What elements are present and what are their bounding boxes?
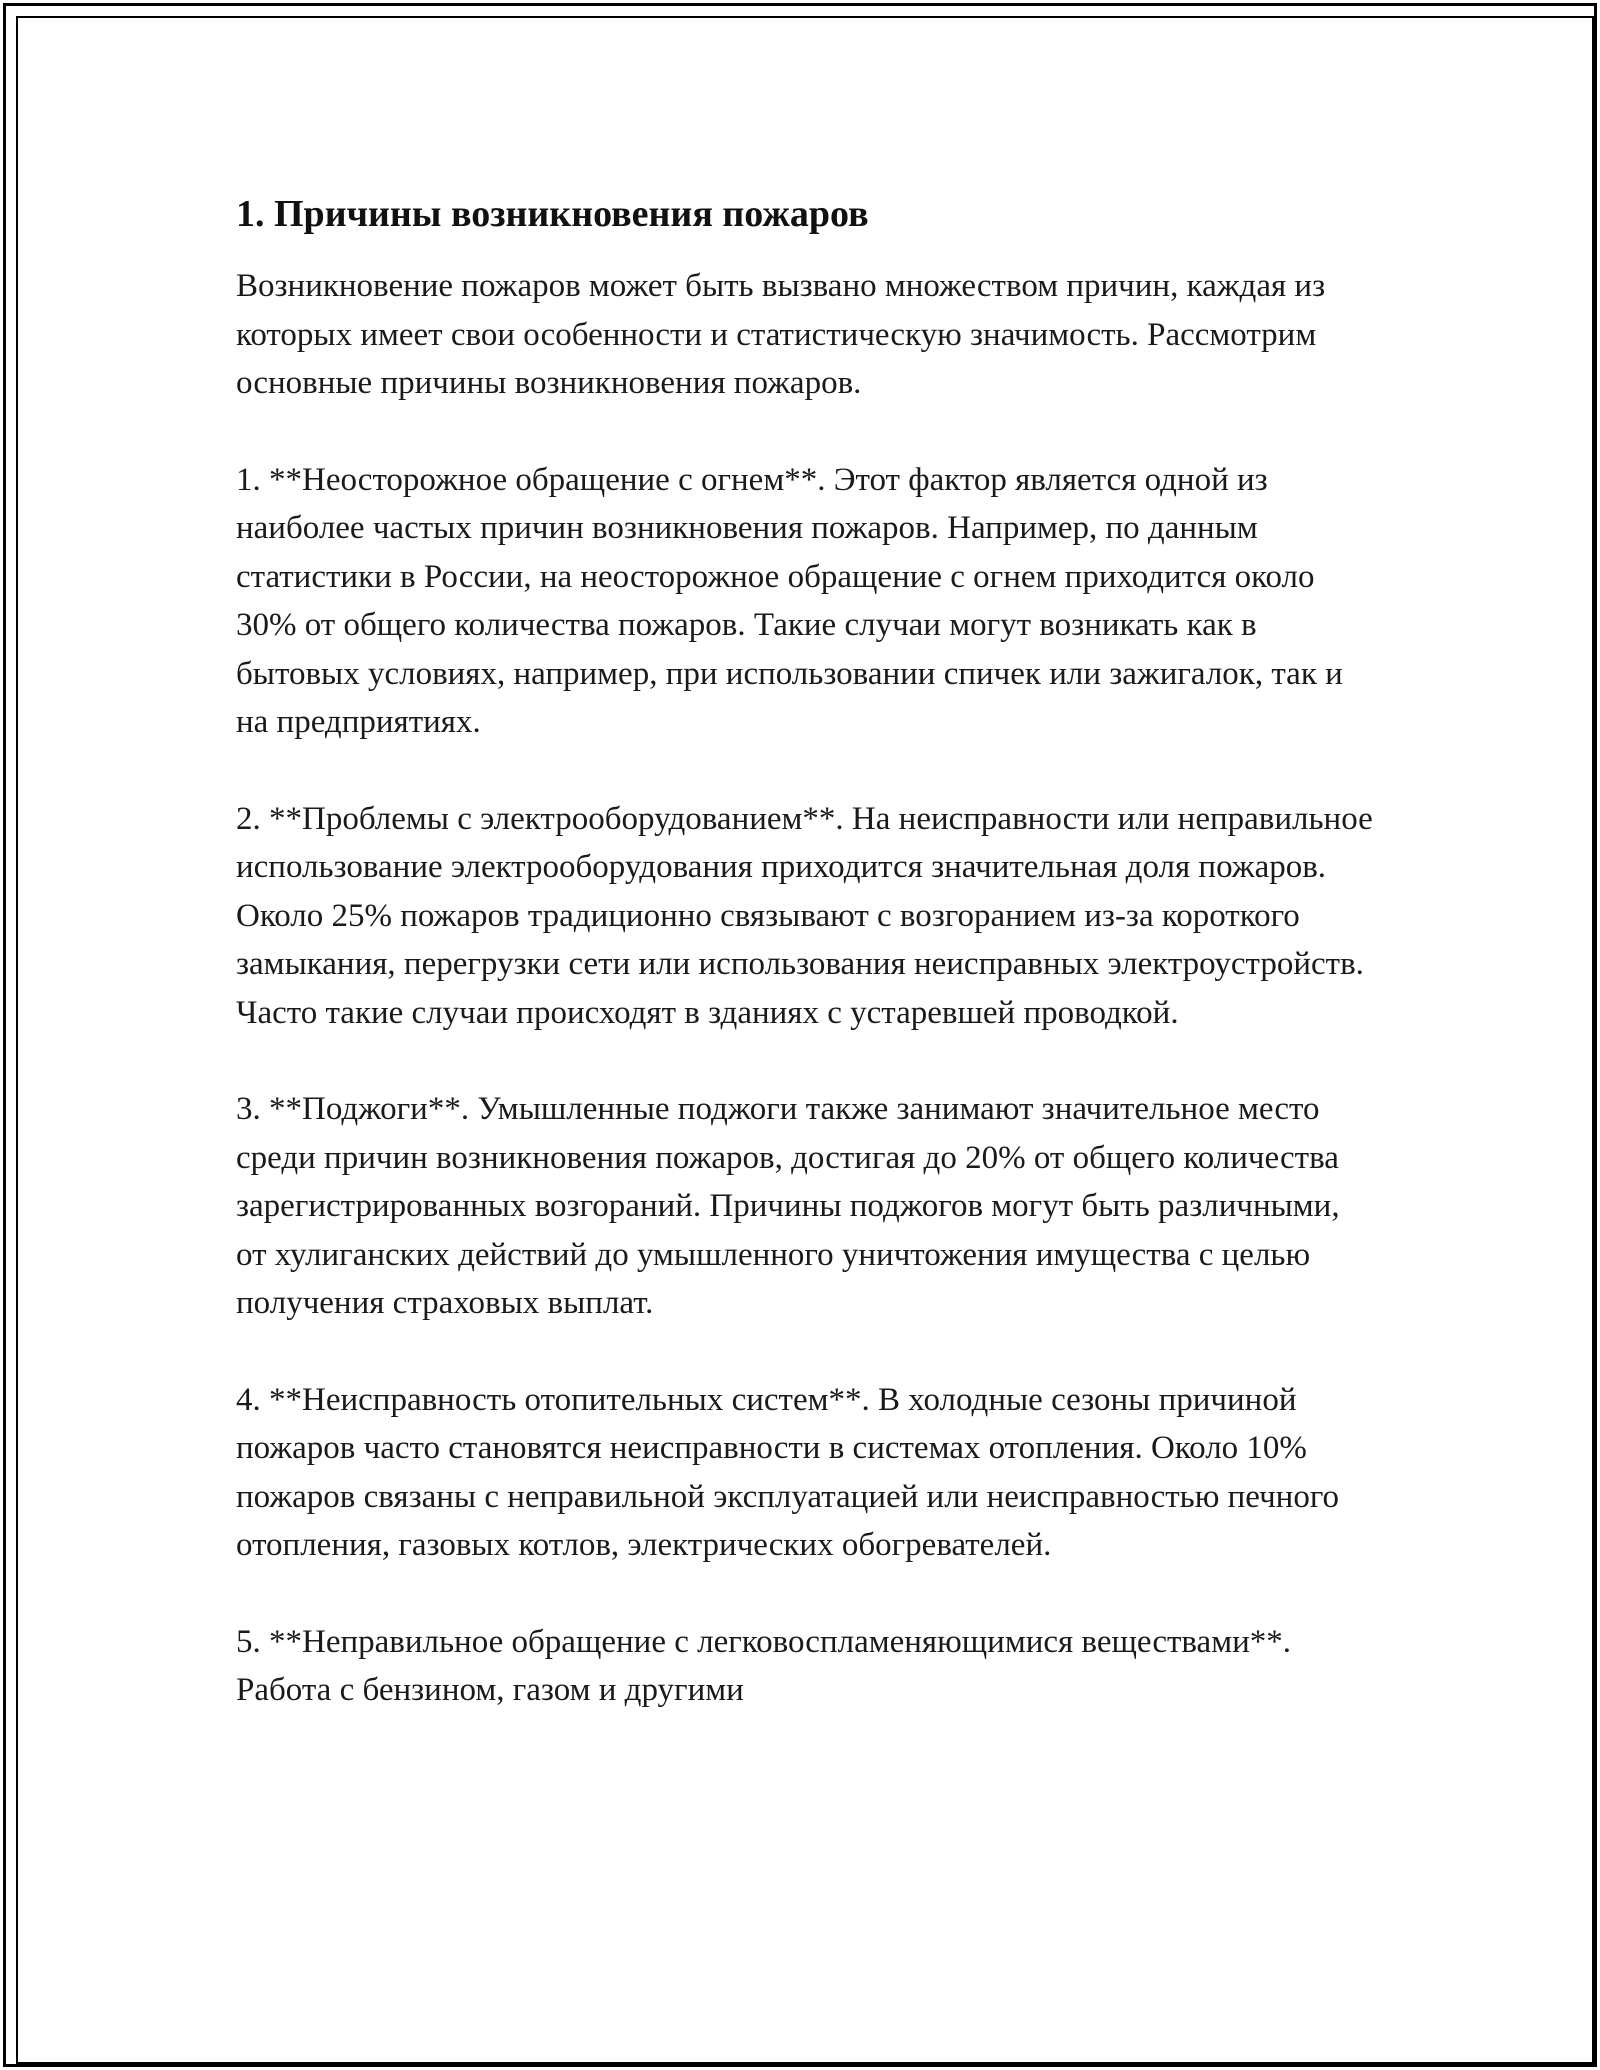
cause-paragraph-arson: 3. **Поджоги**. Умышленные поджоги также занимают значительное место среди причин возникновения пожаров, достигая до 20% от общего количества зарегистрированных возгораний. Причины поджогов могут быть различными, от хулиганских действий до умышленного уничтожения имущества с целью получения страховых выплат.: [236, 1091, 1340, 1321]
cause-paragraph-heating: 4. **Неисправность отопительных систем**. В холодные сезоны причиной пожаров часто становятся неисправности в системах отопления. Около 10% пожаров связаны с неправильной эксплуатацией или неисправностью печного отопления, газовых котлов, электрических обогревателей.: [236, 1381, 1340, 1563]
cause-paragraph-flammables: 5. **Неправильное обращение с легковоспламеняющимися веществами**. Работа с бензином, газом и другими: [236, 1623, 1292, 1708]
cause-paragraph-careless-fire: 1. **Неосторожное обращение с огнем**. Этот фактор является одной из наиболее частых причин возникновения пожаров. Например, по данным статистики в России, на неосторожное обращение с огнем приходится около 30% от общего количества пожаров. Такие случаи могут возникать как в бытовых условиях, например, при использовании спичек или зажигалок, так и на предприятиях.: [236, 461, 1343, 740]
document-body: [236, 186, 1376, 1715]
cause-paragraph-electrical: 2. **Проблемы с электрооборудованием**. На неисправности или неправильное использование электрооборудования приходится значительная доля пожаров. Около 25% пожаров традиционно связывают с возгоранием из-за короткого замыкания, перегрузки сети или использования неисправных электроустройств. Часто такие случаи происходят в зданиях с устаревшей проводкой.: [236, 800, 1373, 1031]
intro-paragraph: Возникновение пожаров может быть вызвано множеством причин, каждая из которых имеет свои особенности и статистическую значимость. Рассмотрим основные причины возникновения пожаров.: [236, 268, 1326, 401]
section-heading: 1. Причины возникновения пожаров: [236, 193, 869, 235]
